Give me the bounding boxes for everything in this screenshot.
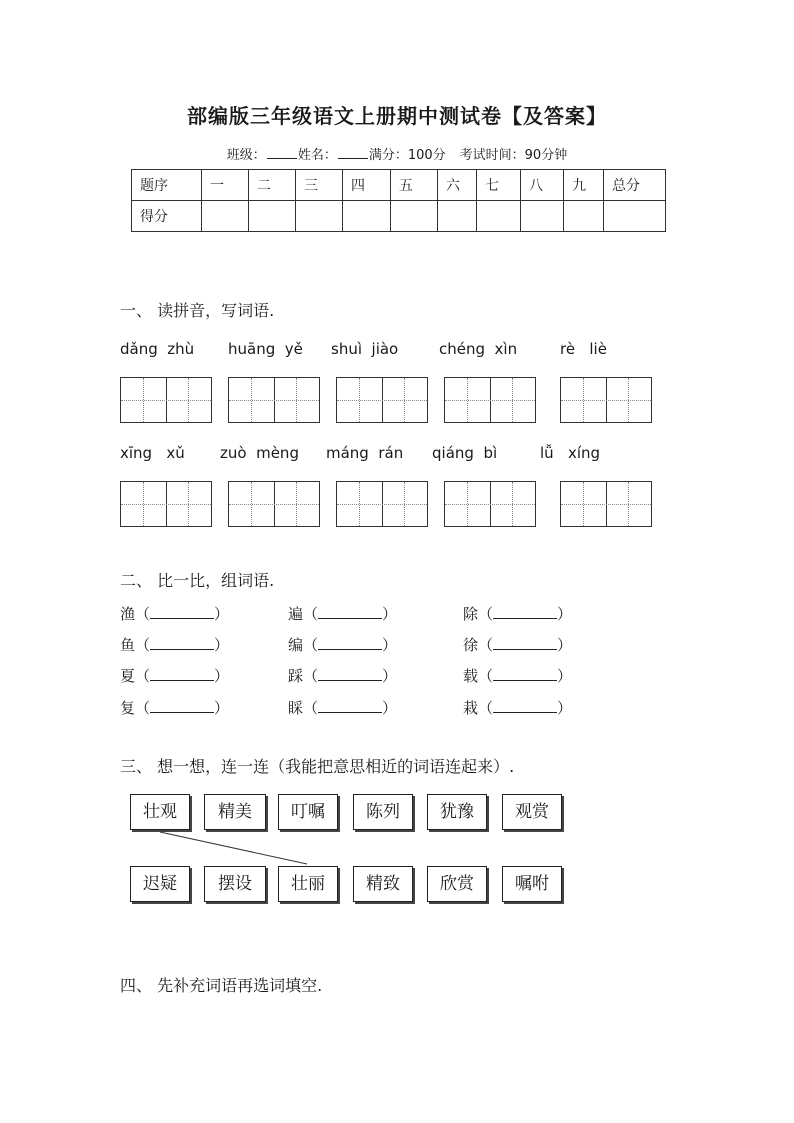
pinyin: chéng xìn [439, 340, 518, 358]
compare-item: 睬（ ） [288, 699, 398, 717]
word-box[interactable]: 精美 [204, 794, 266, 830]
compare-item: 鱼（ ） [120, 636, 230, 654]
pinyin: rè liè [560, 340, 607, 358]
full-score: 满分：100分 [368, 148, 446, 163]
word-box[interactable]: 叮嘱 [278, 794, 338, 830]
score-header-cell: 二 [249, 170, 296, 201]
word-box[interactable]: 迟疑 [130, 866, 190, 902]
score-header-cell: 六 [438, 170, 477, 201]
compare-item: 载（ ） [463, 667, 573, 685]
section4-heading: 四、 先补充词语再选词填空. [120, 976, 323, 995]
page-title: 部编版三年级语文上册期中测试卷【及答案】 [187, 104, 607, 128]
compare-item: 栽（ ） [463, 699, 573, 717]
word-box[interactable]: 欣赏 [427, 866, 487, 902]
pinyin: lǚ xíng [540, 444, 601, 462]
pinyin: máng rán [326, 444, 404, 462]
pinyin: dǎng zhù [120, 340, 195, 358]
score-header-cell: 九 [564, 170, 604, 201]
section1-heading: 一、 读拼音，写词语. [120, 301, 275, 320]
score-header-cell: 五 [391, 170, 438, 201]
score-row-label: 得分 [132, 201, 202, 232]
pinyin: zuò mèng [220, 444, 299, 462]
section3-heading: 三、 想一想，连一连（我能把意思相近的词语连起来）. [120, 757, 515, 776]
word-box[interactable]: 壮观 [130, 794, 190, 830]
exam-time: 考试时间：90分钟 [459, 148, 568, 163]
word-box[interactable]: 精致 [353, 866, 413, 902]
score-header-cell: 题序 [132, 170, 202, 201]
compare-item: 除（ ） [463, 605, 573, 623]
score-header-cell: 四 [343, 170, 391, 201]
class-label: 班级： [226, 148, 266, 163]
score-header-cell: 总分 [604, 170, 666, 201]
compare-item: 踩（ ） [288, 667, 398, 685]
score-header-cell: 七 [477, 170, 521, 201]
score-header-cell: 一 [202, 170, 249, 201]
compare-item: 复（ ） [120, 699, 230, 717]
pinyin: shuì jiào [331, 340, 399, 358]
word-box[interactable]: 陈列 [353, 794, 413, 830]
compare-item: 遍（ ） [288, 605, 398, 623]
compare-item: 渔（ ） [120, 605, 230, 623]
word-box[interactable]: 犹豫 [427, 794, 487, 830]
compare-item: 徐（ ） [463, 636, 573, 654]
word-box[interactable]: 观赏 [502, 794, 562, 830]
pinyin: huāng yě [228, 340, 303, 358]
word-box[interactable]: 壮丽 [278, 866, 338, 902]
compare-item: 编（ ） [288, 636, 398, 654]
score-header-cell: 八 [521, 170, 564, 201]
word-box[interactable]: 嘱咐 [502, 866, 562, 902]
section2-heading: 二、 比一比，组词语. [120, 571, 275, 590]
score-header-cell: 三 [296, 170, 343, 201]
word-box[interactable]: 摆设 [204, 866, 266, 902]
pinyin: qiáng bì [432, 444, 498, 462]
pinyin: xīng xǔ [120, 444, 185, 462]
name-label: 姓名： [297, 148, 337, 163]
compare-item: 夏（ ） [120, 667, 230, 685]
